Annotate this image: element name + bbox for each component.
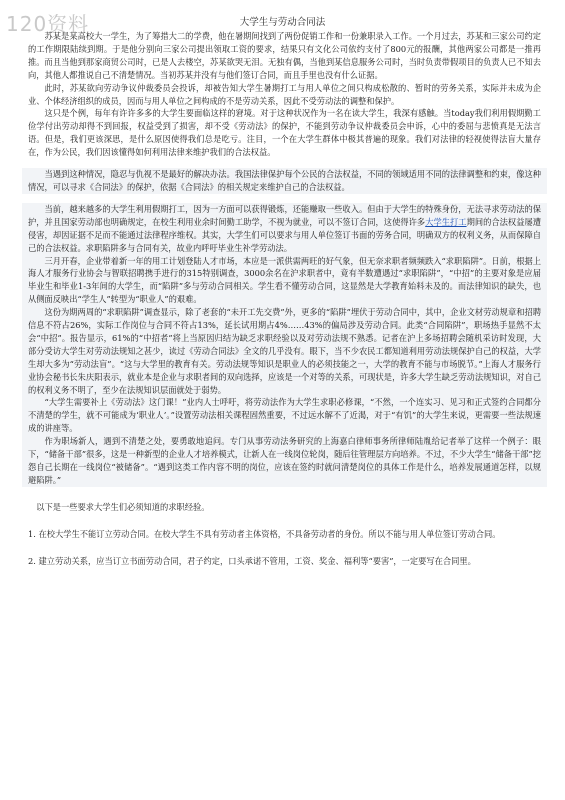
paragraph [28, 203, 541, 255]
watermark-logo: 120资料 [6, 12, 90, 36]
paragraph: 此时，苏某欲向劳动争议仲裁委员会投诉，却被告知大学生暑期打工与用人单位之间只构成松散的、暂时的劳务关系，实际并未成为企业、个体经济组织的成员，因而与用人单位之间构成的不是劳动关系，因此不受劳动法的调整和保护。 [28, 82, 541, 106]
paragraph: “大学生需要补上《劳动法》这门课！”业内人士呼吁，将劳动法作为大学生求职必修课，“不然，一个连实习、见习和正式签约合同都分不清楚的学生，就不可能成为‘职业人’。”设置劳动法相关课程固然重要，不过远水解不了近渴，对于“有饥”的大学生来说，更需要一些法规速成的讲座等。 [28, 397, 541, 434]
paragraph: 三月开春，企业带着新一年的用工计划登陆人才市场，本应是一派供需两旺的好气象，但无奈求职者频频跌入“求职陷阱”。日前，根据上海人才服务行业协会与智联招聘携手进行的315特别调查，3000余名在沪求职者中，竟有半数遭遇过“求职陷阱”，“中招”的主要对象是应届毕业生和毕业1-3年间的大学生，而“陷阱”多与劳动合同相关。学生看不懂劳动合同，这显然是大学教育始料未及的。而法律知识的缺失，也从侧面反映出“学生人”转型为“职业人”的艰难。 [28, 255, 541, 305]
paragraph: 这只是个例，每年有许许多多的大学生要面临这样的窘境。对于这种状况作为一名在读大学生，我深有感触。当today我们利用假期勤工俭学付出劳动却得不到回报，权益受到了损害，却不受《劳动法》的保护，不能到劳动争议仲裁委员会申诉，心中的委屈与悲愤真是无法言语。但是，我们更该深思，是什么原因使得我们总是吃亏。注目，一个在大学生群体中极其普遍的现象。我们对法律的轻视使得法盲大量存在，作为公民，我们因该懂得如何利用法律来维护我们的合法权益。 [28, 108, 541, 158]
tips-list [28, 501, 541, 568]
paragraph-text: 期间的合法权益屡遭侵害，却因证据不足而不能通过法律程序维权。其实，大学生们可以要求与用人单位签订书面的劳务合同，明确双方的权利义务，从而保障自己的合法权益。求职陷阱多与合同有关，故业内呼吁毕业生补学劳动法。 [28, 216, 542, 253]
paragraph: 苏某是某高校大一学生，为了筹措大二的学费，他在暑期间找到了两份促销工作和一份兼职录入工作。一个月过去，苏某和三家公司约定的工作期限陆续到期。于是他分别向三家公司提出领取工资的要求，结果只有文化公司依约支付了800元的报酬，其他两家公司都是一推再推。而且当他到那家商贸公司时，已是人去楼空，苏某欲哭无泪。无独有偶，当他到某信息服务公司时，当时负责带假项目的负责人已不知去向，其他人都推说自己不清楚情况。当初苏某并没有与他们签订合同，而且手里也没有什么证据。 [28, 31, 541, 80]
paragraph-text: 当前，越来越多的大学生利用假期打工，因为一方面可以获得锻炼，还能赚取一些收入。但由于大学生的特殊身份，无法寻求劳动法的保护，并且国家劳动部也明确规定，在校生利用业余时间勤工助学，不视为就业，可以不签订合同，这使得许多 [28, 203, 541, 227]
list-intro: 以下是一些要求大学生们必须知道的求职经验。 [36, 501, 210, 512]
paragraph: 作为职场新人，遇到不清楚之处，要勇敢地追问。专门从事劳动法务研究的上海嘉白律师事务所律师陆胤给记者举了这样一个例子：眼下，“储备干部”很多，这是一种新型的企业人才培养模式，让新人在一线岗位轮岗，随后往管理层方向培养。不过，不少大学生“储备干部”挖怨自己长期在一线岗位“被储备”。“遇到这类工作内容不明的岗位，应该在签约时就问清楚岗位的具体工作是什么，培养发展通道怎样，以规避陷阱。” [28, 436, 541, 485]
paragraph: 当遇到这种情况，隐忍与仇视不是最好的解决办法。我国法律保护每个公民的合法权益，不同的领域适用不同的法律调整和约束，像这种情况，可以寻求《合同法》的保护，依据《合同法》的相关规定来维护自己的合法权益。 [28, 169, 541, 192]
paragraph: 这份为期两周的“求职陷阱”调查显示，除了老套的“未开工先交费”外，更多的“陷阱”埋伏于劳动合同中，其中，企业文材劳动规章和招聘信息不符占26%，实际工作岗位与合同不符占13%，延长试用期占4%……43%的偏局涉及劳动合同。此类“合同陷阱”，职场热手显然不太会“中招”。报告显示，61%的“中招者”将上当原因归结为缺乏求职经验以及对劳动法规不熟悉。记者在沪上多场招聘会随机采访时发现，大部分受访大学生对劳动法规知之甚少，读过《劳动合同法》全文的几乎没有。眼下，当不少农民工都知道利用劳动法规保护自己的权益，大学生却大多为“劳动法盲”。“这与大学里的教育有关。劳动法规等知识是职业人的必须技能之一，大学的教育不能与市场脱节。”上海人才服务行业协会秘书长朱庆阳表示，就业本是企业与求职者间的双向选择，应该是一个对等的关系，可现状是，许多大学生缺乏劳动法规知识，对自己的权利义务不明了，至少在法规知识层面就处于弱势。 [28, 307, 541, 395]
list-item: 1. 在校大学生不能订立劳动合同。在校大学生不具有劳动者主体资格，不具备劳动者的身份。所以不能与用人单位签订劳动合同。 [28, 528, 501, 539]
list-item: 2. 建立劳动关系，应当订立书面劳动合同，君子约定，口头承诺不管用，工资、奖金、福利等“要害”，一定要写在合同里。 [28, 555, 476, 566]
article-body [28, 30, 541, 568]
highlight-block [22, 203, 547, 487]
highlight-block [22, 168, 547, 194]
page-title: 大学生与劳动合同法 [239, 17, 326, 28]
inline-link[interactable]: 大学生打工 [425, 216, 467, 227]
